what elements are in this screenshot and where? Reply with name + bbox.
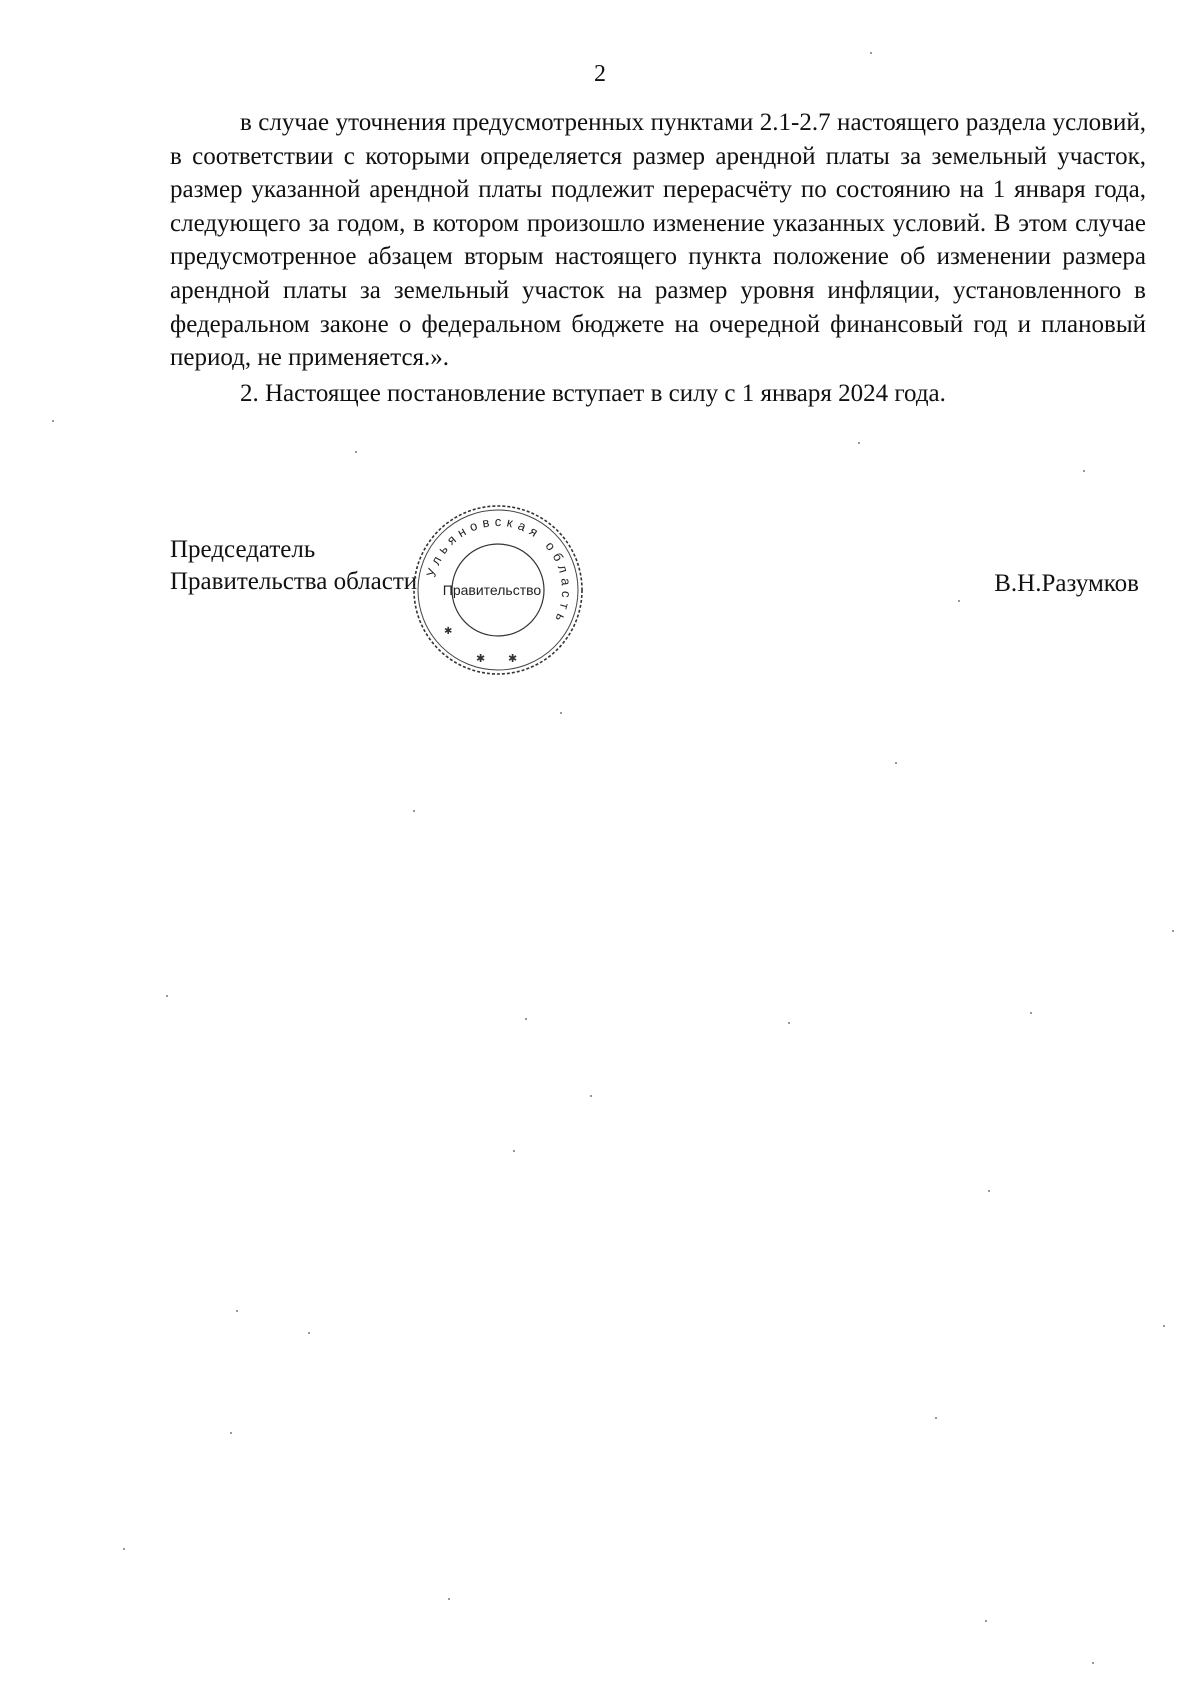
scan-speck xyxy=(413,810,415,812)
svg-text:✱: ✱ xyxy=(444,626,453,637)
page-number: 2 xyxy=(594,61,606,87)
scan-speck xyxy=(870,52,872,54)
seal-graphic xyxy=(410,502,586,678)
scan-speck xyxy=(52,420,54,422)
scan-speck xyxy=(308,1332,310,1334)
paragraph-1: в случае уточнения предусмотренных пунктами 2.1-2.7 настоящего раздела условий, в соответствии с которыми определяется размер арендной платы за земельный участок, размер указанной арендной платы подлежит перерасчёту по состоянию на 1 января года, следующего за годом, в котором произошло изменение указанных условий. В этом случае предусмотренное абзацем вторым настоящего пункта положение об изменении размера арендной платы за земельный участок на размер уровня инфляции, установленного в федеральном законе о федеральном бюджете на очередной финансовый год и плановый период, не применяется.». xyxy=(170,109,1146,372)
scan-speck xyxy=(166,995,168,997)
svg-text:✱: ✱ xyxy=(508,652,518,665)
scan-speck xyxy=(988,1190,990,1192)
signature-title xyxy=(170,534,417,598)
scan-speck xyxy=(895,762,897,764)
scan-speck xyxy=(448,1598,450,1600)
scan-speck xyxy=(935,1417,937,1419)
scan-speck xyxy=(1092,1662,1094,1664)
document-body xyxy=(170,106,1146,410)
scan-speck xyxy=(788,1022,790,1024)
svg-text:✱: ✱ xyxy=(476,652,486,665)
scan-speck xyxy=(858,442,860,444)
scan-speck xyxy=(560,712,562,714)
scan-speck xyxy=(525,1018,527,1020)
seal-center-text: Правительство xyxy=(442,582,542,598)
scan-speck xyxy=(1172,930,1174,932)
signature-title-line-1: Председатель xyxy=(170,536,316,563)
scan-speck xyxy=(123,1548,125,1550)
scan-speck xyxy=(1163,1325,1165,1327)
scan-speck xyxy=(1083,470,1085,472)
signature-title-line-2: Правительства области xyxy=(170,568,418,595)
scan-speck xyxy=(513,1150,515,1152)
paragraph-2: 2. Настоящее постановление вступает в силу с 1 января 2024 года. xyxy=(240,379,946,407)
scan-speck xyxy=(958,600,960,602)
scan-speck xyxy=(230,1432,232,1434)
scan-speck xyxy=(985,1620,987,1622)
official-seal-stamp xyxy=(410,502,586,678)
signer-name: В.Н.Разумков xyxy=(994,570,1139,597)
scan-speck xyxy=(355,451,357,453)
seal-ring-text: Ульяновская область xyxy=(423,513,575,629)
scan-speck xyxy=(236,1310,238,1312)
scan-speck xyxy=(1030,1012,1032,1014)
scan-speck xyxy=(590,1095,592,1097)
